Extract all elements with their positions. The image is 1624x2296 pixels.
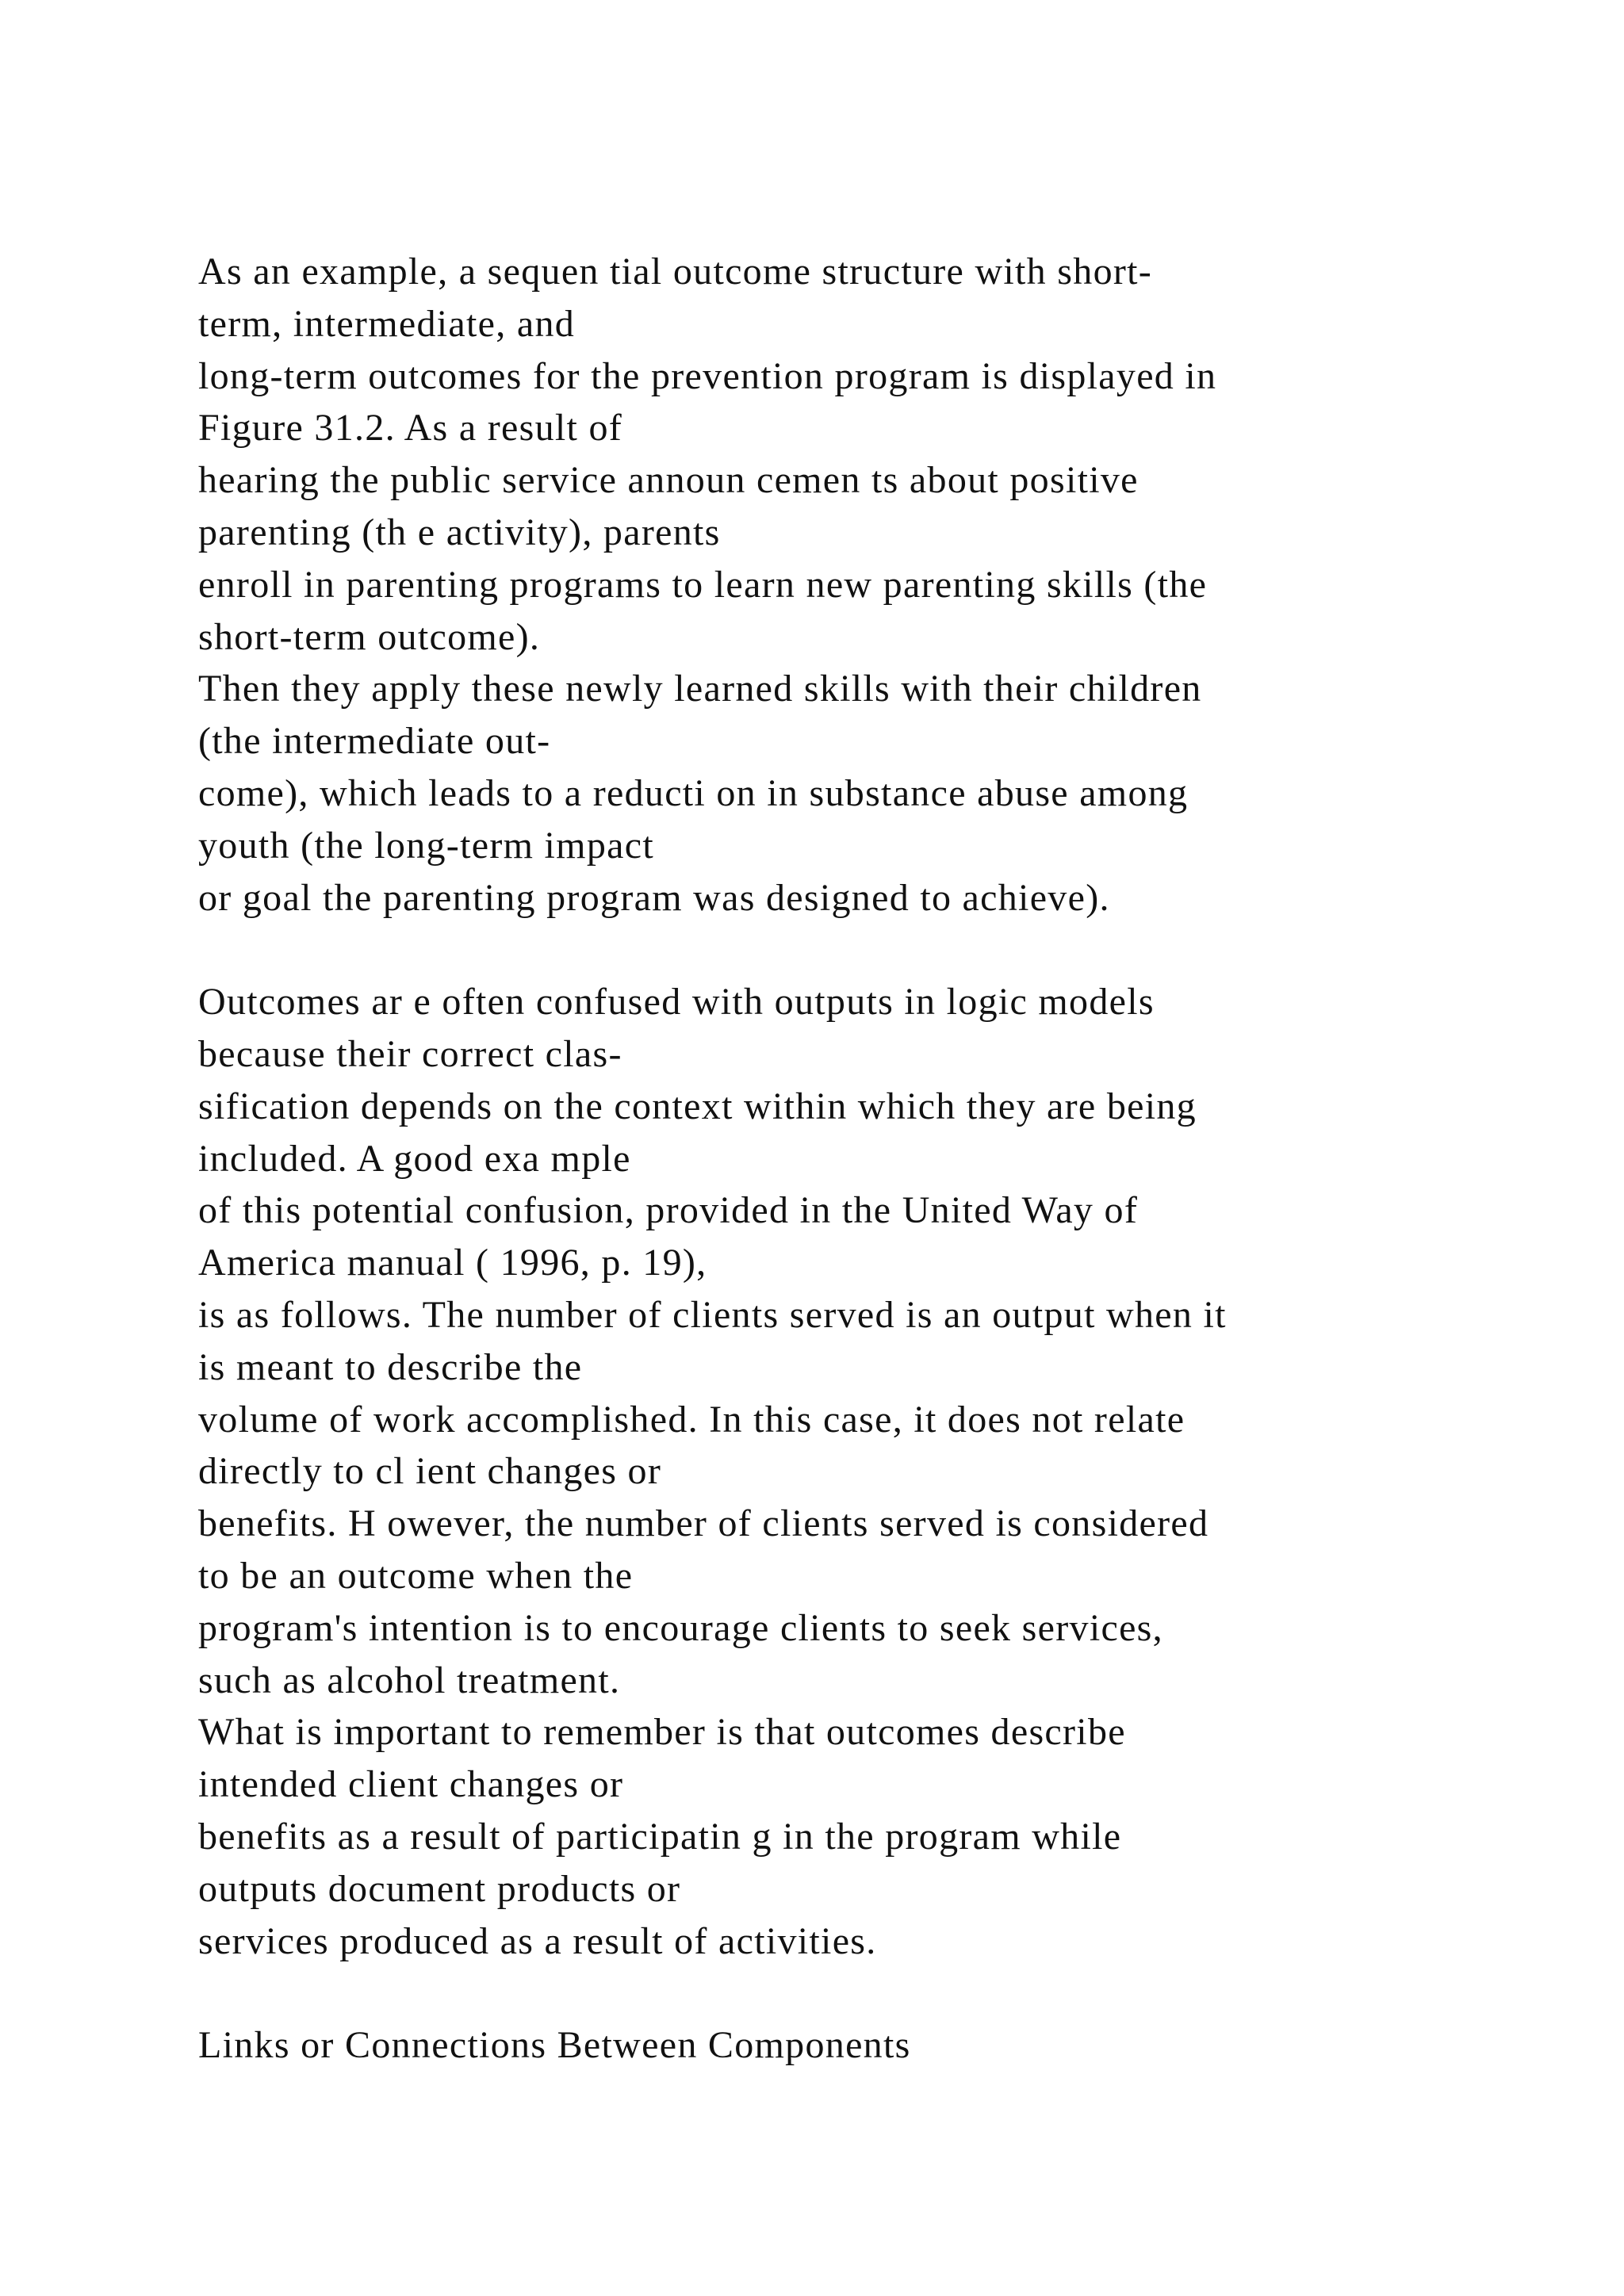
paragraph-gap: [198, 924, 1546, 976]
text-line: Then they apply these newly learned skills with their children: [198, 668, 1202, 710]
text-line: or goal the parenting program was designed to achieve).: [198, 876, 1110, 919]
text-line: benefits. H owever, the number of clients served is considered: [198, 1502, 1209, 1545]
text-line: directly to cl ient changes or: [198, 1450, 662, 1493]
text-line: youth (the long-term impact: [198, 824, 654, 867]
text-line: (the intermediate out-: [198, 720, 551, 763]
text-line: such as alcohol treatment.: [198, 1659, 621, 1701]
text-line: parenting (th e activity), parents: [198, 511, 721, 553]
text-line: short-term outcome).: [198, 615, 541, 658]
text-line: term, intermediate, and: [198, 302, 576, 345]
paragraph-gap: [198, 1967, 1546, 2019]
text-line: is as follows. The number of clients served is an output when it: [198, 1293, 1227, 1336]
text-line: Outcomes ar e often confused with outputs in logic models: [198, 981, 1155, 1024]
text-line: America manual ( 1996, p. 19),: [198, 1242, 707, 1284]
text-line: services produced as a result of activities.: [198, 1919, 877, 1962]
text-line: come), which leads to a reducti on in substance abuse among: [198, 771, 1189, 814]
text-line: outputs document products or: [198, 1867, 681, 1910]
text-line: What is important to remember is that outcomes describe: [198, 1711, 1126, 1754]
text-line: enroll in parenting programs to learn new parenting skills (the: [198, 563, 1208, 606]
text-line: As an example, a sequen tial outcome structure with short-: [198, 251, 1153, 293]
text-line: included. A good exa mple: [198, 1137, 631, 1180]
text-line: volume of work accomplished. In this case, it does not relate: [198, 1398, 1185, 1441]
text-line: to be an outcome when the: [198, 1554, 634, 1597]
paragraph-outcomes-vs-outputs: [198, 976, 1546, 1967]
paragraph-outcome-structure: [198, 246, 1546, 924]
text-line: program's intention is to encourage clients to seek services,: [198, 1606, 1163, 1649]
text-line: of this potential confusion, provided in the United Way of: [198, 1189, 1139, 1232]
text-line: Figure 31.2. As a result of: [198, 407, 623, 450]
section-heading: Links or Connections Between Components: [198, 2024, 911, 2067]
text-line: is meant to describe the: [198, 1345, 583, 1388]
document-text: [198, 246, 1546, 2072]
text-line: hearing the public service announ cemen ts about positive: [198, 459, 1139, 502]
text-line: benefits as a result of participatin g in the program while: [198, 1815, 1122, 1858]
text-line: because their correct clas-: [198, 1032, 622, 1075]
text-line: long-term outcomes for the prevention program is displayed in: [198, 354, 1217, 397]
text-line: intended client changes or: [198, 1763, 624, 1806]
text-line: sification depends on the context within which they are being: [198, 1085, 1197, 1127]
